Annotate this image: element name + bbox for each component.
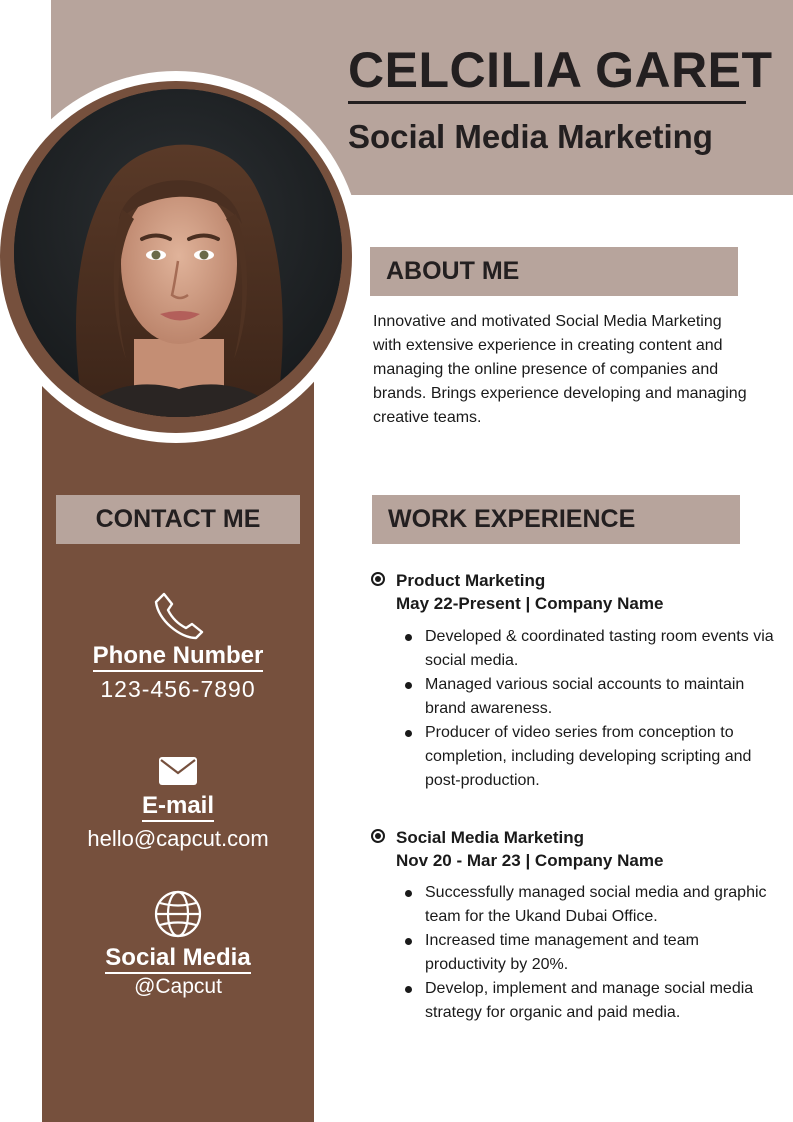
contact-me-heading: CONTACT ME xyxy=(56,495,300,544)
list-item: Developed & coordinated tasting room events via social media. xyxy=(405,625,775,673)
list-item: Develop, implement and manage social media strategy for organic and paid media. xyxy=(405,977,775,1025)
phone-value: 123-456-7890 xyxy=(100,676,256,703)
job-period: May 22-Present | Company Name xyxy=(396,594,664,613)
phone-label: Phone Number xyxy=(93,643,264,672)
candidate-role: Social Media Marketing xyxy=(348,118,713,155)
job-title: Social Media Marketing xyxy=(396,828,584,847)
job-entry xyxy=(371,569,663,615)
social-value: @Capcut xyxy=(134,975,222,999)
candidate-name: CELCILIA GARET xyxy=(348,42,773,98)
profile-photo xyxy=(14,89,342,417)
name-divider xyxy=(348,101,746,104)
list-item: Producer of video series from conception to completion, including developing scripting and post-production. xyxy=(405,721,775,793)
social-label: Social Media xyxy=(105,945,250,974)
work-experience-heading: WORK EXPERIENCE xyxy=(372,495,740,544)
globe-icon xyxy=(42,890,314,938)
job-bullets xyxy=(405,625,775,793)
email-value: hello@capcut.com xyxy=(87,826,269,852)
job-title: Product Marketing xyxy=(396,571,546,590)
list-item: Successfully managed social media and graphic team for the Ukand Dubai Office. xyxy=(405,881,775,929)
list-item: Increased time management and team productivity by 20%. xyxy=(405,929,775,977)
radio-bullet-icon xyxy=(371,829,385,843)
phone-icon xyxy=(42,590,314,640)
email-label: E-mail xyxy=(142,793,214,822)
about-me-heading: ABOUT ME xyxy=(370,247,738,296)
contact-social xyxy=(42,890,314,999)
job-bullets xyxy=(405,881,775,1025)
envelope-icon xyxy=(42,756,314,786)
contact-email xyxy=(42,756,314,852)
list-item: Managed various social accounts to maintain brand awareness. xyxy=(405,673,775,721)
portrait-illustration xyxy=(14,89,342,417)
job-period: Nov 20 - Mar 23 | Company Name xyxy=(396,851,664,870)
job-entry xyxy=(371,826,663,872)
contact-phone xyxy=(42,590,314,703)
radio-bullet-icon xyxy=(371,572,385,586)
about-me-text: Innovative and motivated Social Media Marketing with extensive experience in creating content and managing the online presence of companies and brands. Brings experience developing and managing creative teams. xyxy=(373,313,747,426)
